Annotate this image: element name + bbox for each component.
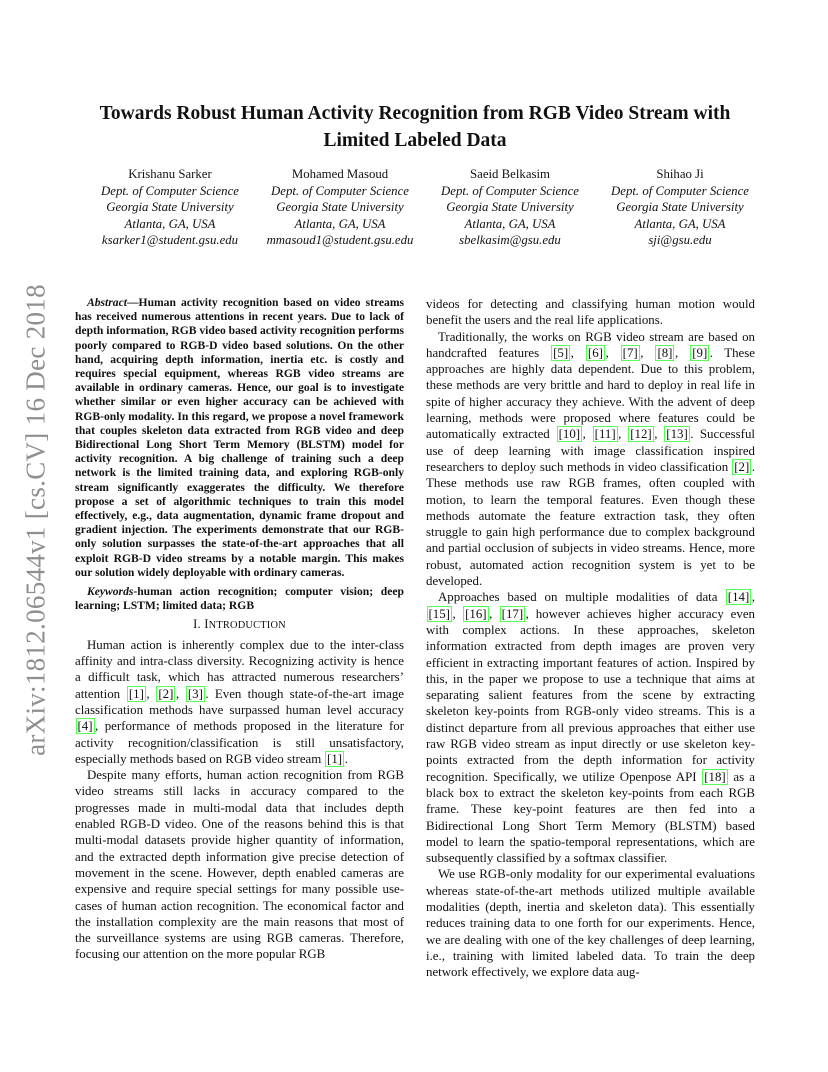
body-paragraph: Traditionally, the works on RGB video stream are based on handcrafted features [5] , [6] , [7] , [8] , [9] . These approaches are highly data dependent. Due to this problem, these methods are very brittle and hard to deploy in real life in spite of higher accuracy they achieve. With the advent of deep learning, methods were proposed where features could be automatically extracted [10] , [11] , [12] , [13] . Successful use of deep learning with image classification inspired researchers to deploy such methods in video classification [2] . These methods use raw RGB frames, often coupled with motion, to learn the temporal features. Even though these methods automate the feature extraction task, they often struggle to gain high performance due to complex background and partial occlusion of subjects in video streams. Hence, more robust, automated action recognition system is yet to be developed. [426, 329, 756, 589]
author-email: sbelkasim@gsu.edu [459, 233, 561, 247]
citation-link[interactable]: [8] [657, 345, 673, 360]
author-name: Shihao Ji [656, 167, 704, 181]
author-email: mmasoud1@student.gsu.edu [266, 233, 414, 247]
citation-link[interactable]: [2] [734, 459, 750, 474]
citation-link[interactable]: [3] [187, 686, 203, 701]
author-dept: Dept. of Computer Science [101, 183, 239, 198]
keywords-text: -human action recognition; computer vision; deep learning; LSTM; limited data; RGB [75, 585, 404, 613]
paper-title: Towards Robust Human Activity Recognition from RGB Video Stream with Limited Labeled Data [99, 103, 731, 151]
citation-link[interactable]: [1] [327, 751, 343, 766]
citation-link[interactable]: [10] [558, 427, 581, 442]
citation-link[interactable]: [4] [77, 719, 93, 734]
citation-link[interactable]: [2] [158, 686, 174, 701]
author-card [595, 166, 765, 249]
paragraph-text: , however achieves higher accuracy even with complex actions. In these approaches, skeleton information extracted from depth images are proven very efficient in extracting important features of action. Inspired by this, in the paper we propose to use a technique that aims at separating salient features from the scene by extracting skeleton key-points from RGB-only video streams. This is a distinct departure from all previous approaches that either use raw RGB video stream as input directly or use skeleton key-points extracted from the depth information for activity recognition. Specifically, we utilize Openpose API [426, 606, 755, 784]
author-university: Georgia State University [276, 200, 404, 214]
author-dept: Dept. of Computer Science [441, 183, 579, 198]
author-name: Krishanu Sarker [128, 167, 212, 181]
citation-link[interactable]: [5] [553, 345, 569, 360]
citation-link[interactable]: [18] [704, 769, 726, 784]
author-dept: Dept. of Computer Science [271, 183, 409, 198]
paragraph-text: as a black box to extract the skeleton key-points from each RGB frame. These key-point features are then fed into a Bidirectional Long Short Term Memory (BLSTM) based model to learn the spatio-temporal representations, which are subsequently classified by a softmax classifier. [426, 769, 755, 866]
author-location: Atlanta, GA, USA [124, 216, 216, 231]
citation-link[interactable]: [6] [587, 345, 603, 360]
author-university: Georgia State University [446, 200, 574, 214]
paragraph-text: . Even though state-of-the-art image classification methods have surpassed human level accuracy [75, 686, 405, 717]
author-card [255, 166, 425, 249]
author-email: sji@gsu.edu [648, 233, 712, 247]
citation-link[interactable]: [15] [428, 606, 450, 621]
author-card [425, 166, 595, 249]
paragraph-text: Traditionally, the works on RGB video stream are based on handcrafted features [426, 329, 755, 360]
author-university: Georgia State University [616, 200, 744, 214]
author-dept: Dept. of Computer Science [611, 183, 749, 198]
author-block [85, 166, 765, 249]
citation-link[interactable]: [16] [465, 606, 487, 621]
author-name: Mohamed Masoud [291, 167, 389, 181]
section-title-smallcaps: NTRODUCTION [208, 620, 286, 632]
body-paragraph: videos for detecting and classifying human motion would benefit the users and the real life applications. [426, 297, 755, 328]
body-paragraph: Human action is inherently complex due to the inter-class affinity and intra-class diversity. Recognizing activity is hence a difficult task, which has attracted numerous researchers’ attention [1] , [2] , [3] . Even though state-of-the-art image classification methods have surpassed human level accuracy [4] , performance of methods proposed in the literature for activity recognition/classification is still unsatisfactory, especially methods based on RGB video stream [1] . [75, 637, 405, 766]
citation-link[interactable]: [12] [630, 427, 652, 442]
arxiv-id-text: arXiv:1812.06544v1 [cs.CV] 16 Dec 2018 [20, 284, 51, 756]
citation-link[interactable]: [7] [622, 345, 638, 360]
author-card [85, 166, 255, 249]
author-location: Atlanta, GA, USA [294, 216, 386, 231]
body-paragraph: Approaches based on multiple modalities of data [14] , [15] , [16] , [17] , however achieves higher accuracy even with complex actions. In these approaches, skeleton information extracted from depth images are proven very efficient in extracting important features of action. Inspired by this, in the paper we propose to use a technique that aims at separating salient features from the scene by extracting skeleton key-points from RGB-only video streams. This is a distinct departure from all previous approaches that either use raw RGB video stream as input directly or use skeleton key-points extracted from the depth information for activity recognition. Specifically, we utilize Openpose API [18] as a black box to extract the skeleton key-points from each RGB frame. These key-point features are then fed into a Bidirectional Long Short Term Memory (BLSTM) based model to learn the spatio-temporal representations, which are subsequently classified by a softmax classifier. [426, 590, 755, 866]
paragraph-text: Human action is inherently complex due to the inter-class affinity and intra-class diversity. Recognizing activity is hence a difficult task, which has attracted numerous researchers’ attention [75, 637, 404, 701]
citation-link[interactable]: [17] [501, 606, 524, 621]
body-paragraph: Despite many efforts, human action recognition from RGB video streams still lacks in accuracy compared to the progresses made in multi-modal data that includes depth enabled RGB-D video. One of the reasons behind this is that multi-modal datasets provide higher quantity of information, and the extracted depth information give precise detection of movement in the scene. However, depth enabled cameras are expensive and require special settings for many possible use-cases of human action recognition. The economical factor and the installation complexity are the main reasons that most of the surveillance systems are using RGB cameras. Therefore, focusing our attention on the more popular RGB [75, 768, 404, 962]
keywords [75, 585, 404, 613]
citation-link[interactable]: [11] [594, 427, 616, 442]
section-heading [75, 616, 404, 634]
paragraph-text: . These methods use raw RGB frames, often coupled with motion, to learn the temporal features. Even though these methods automate the feature extraction task, they often struggle to gain high performance due to complex background and partial occlusion of subjects in video streams. Hence, more robust, automated action recognition system is yet to be developed. [426, 459, 755, 589]
abstract [75, 296, 404, 580]
abstract-text: —Human activity recognition based on video streams has received numerous attentions in recent years. Due to lack of depth information, RGB video based activity recognition performs poorly compared to RGB-D video based solutions. On the other hand, acquiring depth information, inertia etc. is costly and requires special equipment, whereas RGB video streams are available in ordinary cameras. Hence, our goal is to investigate whether similar or even higher accuracy can be achieved with RGB-only modality. In this regard, we propose a novel framework that couples skeleton data extracted from RGB video and deep Bidirectional Long Short Term Memory (BLSTM) model for activity recognition. A big challenge of training such a deep network is the limited training data, and exploring RGB-only stream significantly exaggerates the difficulty. We therefore propose a set of algorithmic techniques to train this model effectively, e.g., data augmentation, dynamic frame dropout and gradient injection. The experiments demonstrate that our RGB-only solution surpasses the state-of-the-art approaches that all exploit RGB-D video streams by a notable margin. This makes our solution widely deployable with ordinary cameras. [75, 296, 404, 579]
left-column [75, 296, 404, 963]
citation-link[interactable]: [9] [692, 345, 708, 360]
paragraph-text: Approaches based on multiple modalities of data [438, 590, 726, 605]
author-email: ksarker1@student.gsu.edu [101, 233, 239, 247]
abstract-lead: Abstract [87, 296, 127, 309]
body-paragraph: We use RGB-only modality for our experimental evaluations whereas state-of-the-art methods utilized multiple available modalities (depth, inertia and skeleton data). This essentially reduces training data to one forth for our experiments. Hence, we are dealing with one of the key challenges of deep learning, i.e., training with limited labeled data. To train the deep network effectively, we explore data aug- [426, 867, 755, 980]
paragraph-text: . These approaches are highly data dependent. Due to this problem, these methods are very brittle and hard to deploy in real life in spite of higher accuracy they achieve. With the advent of deep learning, methods were proposed where features could be automatically extracted [426, 345, 756, 442]
arxiv-identifier-stamp [14, 280, 58, 760]
author-name: Saeid Belkasim [470, 167, 550, 181]
section-numeral: I. I [193, 617, 209, 632]
author-location: Atlanta, GA, USA [464, 216, 556, 231]
paragraph-text: . Successful use of deep learning with image classification inspired researchers to deploy such methods in video classification [426, 427, 755, 474]
author-location: Atlanta, GA, USA [634, 216, 726, 231]
paragraph-text: , performance of methods proposed in the literature for activity recognition/classification is still unsatisfactory, especially methods based on RGB video stream [75, 719, 404, 766]
citation-link[interactable]: [14] [727, 590, 750, 605]
citation-link[interactable]: [1] [128, 686, 144, 701]
author-university: Georgia State University [106, 200, 234, 214]
citation-link[interactable]: [13] [666, 427, 688, 442]
keywords-lead: Keywords [87, 585, 134, 599]
right-column [426, 296, 755, 980]
